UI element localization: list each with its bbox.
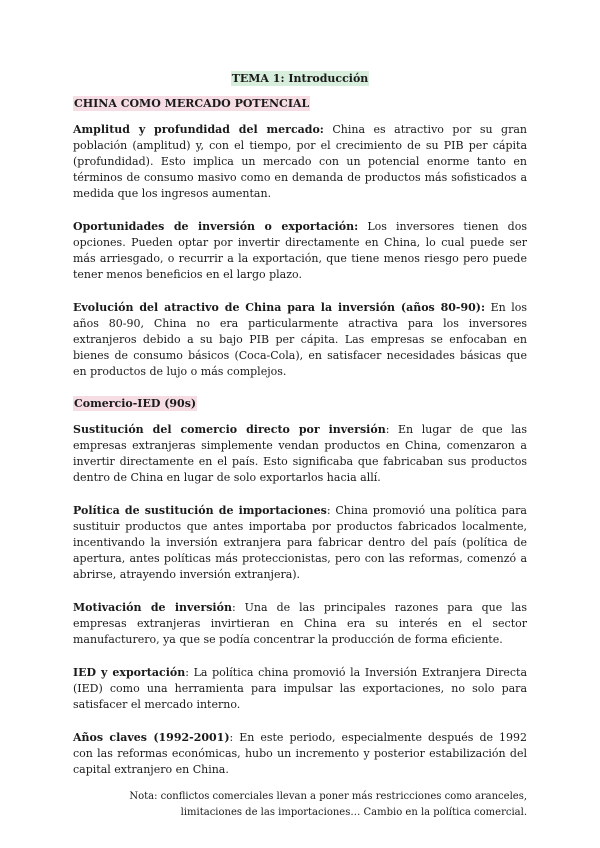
paragraph-evolucion: Evolución del atractivo de China para la inversión (años 80-90): En los años 80-90, China no era particularmente atractiva para los inversores extranjeros debido a su bajo PIB per cápita. Las empresas se enfocaban en bienes de consumo básicos (Coca-Cola), en satisfacer necesidades básicas que en productos de lujo o más complejos. [73, 301, 527, 378]
paragraph-sustitucion-comercio: Sustitución del comercio directo por inversión: En lugar de que las empresas extranjeras simplemente vendan productos en China, comenzaron a invertir directamente en el país. Esto significaba que fabricaban sus productos dentro de China en lugar de solo exportarlos hacia allí. [73, 423, 527, 484]
paragraph-oportunidades: Oportunidades de inversión o exportación: Los inversores tienen dos opciones. Pueden optar por invertir directamente en China, lo cual puede ser más arriesgado, o recurrir a la exportación, que tiene menos riesgo pero puede tener menos beneficios en el largo plazo. [73, 220, 527, 281]
footnote-line-2: limitaciones de las importaciones… Cambio en la política comercial. [180, 807, 527, 818]
paragraph-motivacion: Motivación de inversión: Una de las principales razones para que las empresas extranjeras invirtieran en China era su interés en el sector manufacturero, ya que se podía concentrar la producción de forma eficiente. [73, 601, 528, 646]
paragraph-ied-exportacion: IED y exportación: La política china promovió la Inversión Extranjera Directa (IED) como una herramienta para impulsar las exportaciones, no solo para satisfacer el mercado interno. [73, 666, 528, 711]
footnote-line-1: Nota: conflictos comerciales llevan a poner más restricciones como aranceles, [129, 791, 527, 802]
footnote [73, 789, 527, 821]
section-heading-mercado: CHINA COMO MERCADO POTENCIAL [74, 97, 310, 110]
paragraph-amplitud: Amplitud y profundidad del mercado: China es atractivo por su gran población (amplitud) y, con el tiempo, por el crecimiento de su PIB per cápita (profundidad). Esto implica un mercado con un potencial enorme tanto en términos de consumo masivo como en demanda de productos más sofisticados a medida que los ingresos aumentan. [73, 123, 527, 200]
paragraph-anos-claves: Años claves (1992-2001): En este periodo, especialmente después de 1992 con las reformas económicas, hubo un incremento y posterior estabilización del capital extranjero en China. [73, 731, 527, 776]
document-title: TEMA 1: Introducción [231, 72, 369, 85]
section-heading-comercio: Comercio-IED (90s) [74, 397, 197, 410]
paragraph-politica-sustitucion: Política de sustitución de importaciones: China promovió una política para sustituir productos que antes importaba por productos fabricados localmente, incentivando la inversión extranjera para fabricar dentro del país (política de apertura, antes políticas más proteccionistas, pero con las reformas, comenzó a abrirse, atrayendo inversión extranjera). [73, 504, 527, 581]
